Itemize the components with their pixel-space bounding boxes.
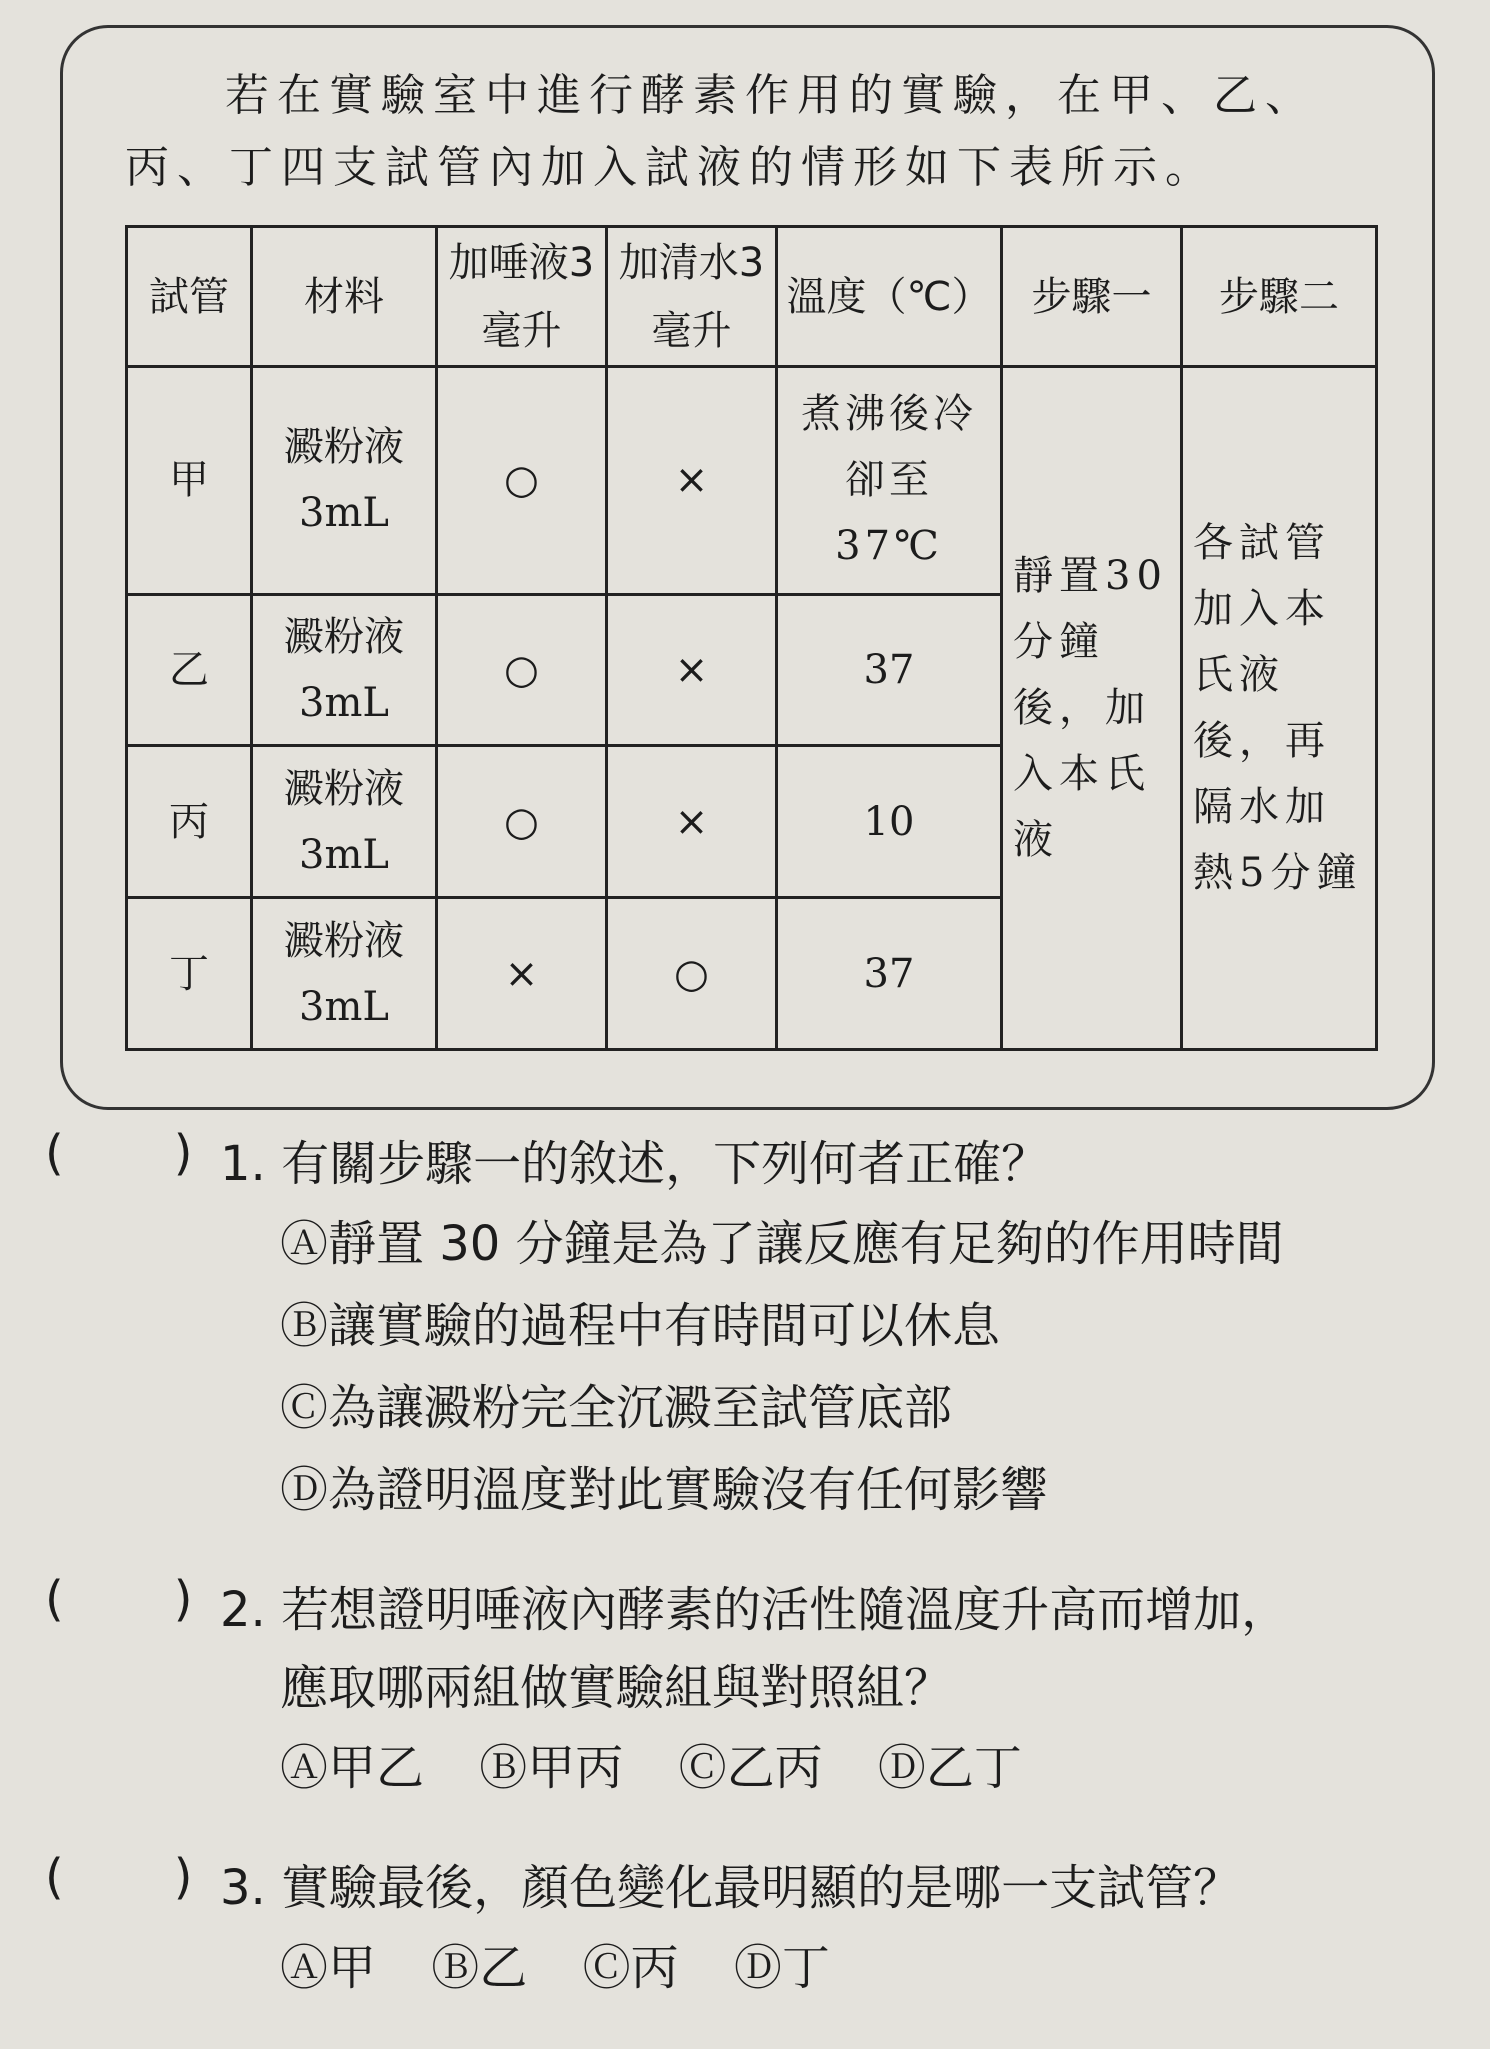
- saliva-mark: ×: [437, 898, 607, 1050]
- intro-text: 若在實驗室中進行酵素作用的實驗，在甲、乙、丙、丁四支試管內加入試液的情形如下表所示。: [125, 70, 1317, 193]
- question-stem: [220, 1849, 1455, 1927]
- option-b[interactable]: Ⓑ讓實驗的過程中有時間可以休息: [280, 1298, 1001, 1354]
- question-3: [45, 1849, 1455, 2009]
- question-number: 2.: [220, 1582, 266, 1638]
- option-d[interactable]: Ⓓ丁: [733, 1940, 830, 1996]
- intro-paragraph: [125, 60, 1375, 204]
- question-stem: [220, 1571, 1455, 1649]
- header-tube: 試管: [127, 227, 252, 367]
- option-a[interactable]: Ⓐ甲: [280, 1940, 377, 1996]
- options: [280, 1727, 1455, 1809]
- tube-cell: 甲: [127, 367, 252, 595]
- water-mark: ×: [607, 746, 777, 898]
- option-a[interactable]: Ⓐ甲乙: [280, 1740, 425, 1796]
- tube-cell: 丙: [127, 746, 252, 898]
- option-b[interactable]: Ⓑ乙: [431, 1940, 528, 1996]
- question-1: [45, 1125, 1455, 1531]
- option-c[interactable]: Ⓒ乙丙: [678, 1740, 823, 1796]
- tube-cell: 丁: [127, 898, 252, 1050]
- table-header-row: [127, 227, 1377, 367]
- saliva-mark: ○: [437, 594, 607, 746]
- table-row: [127, 367, 1377, 595]
- temp-value: 煮沸後冷卻至37℃: [801, 391, 977, 570]
- material-volume: 3mL: [299, 831, 389, 878]
- header-material: 材料: [252, 227, 437, 367]
- answer-blank[interactable]: ( ): [45, 1849, 193, 1905]
- option-c[interactable]: Ⓒ為讓澱粉完全沉澱至試管底部: [280, 1380, 953, 1436]
- header-water: 加清水3毫升: [607, 227, 777, 367]
- water-mark: ×: [607, 594, 777, 746]
- temp-value: 37: [777, 898, 1002, 1050]
- saliva-mark: ○: [437, 746, 607, 898]
- material-volume: 3mL: [299, 983, 389, 1030]
- question-number: 1.: [220, 1136, 266, 1192]
- experiment-table: [125, 225, 1378, 1051]
- material-name: 澱粉液: [284, 765, 404, 812]
- step2-cell: 各試管加入本氏液後，再隔水加熱5分鐘: [1182, 367, 1377, 1050]
- material-name: 澱粉液: [284, 424, 404, 471]
- material-cell: [252, 594, 437, 746]
- water-mark: ×: [607, 367, 777, 595]
- material-cell: [252, 367, 437, 595]
- option-c[interactable]: Ⓒ丙: [582, 1940, 679, 1996]
- step1-cell: 靜置30分鐘後，加入本氏液: [1002, 367, 1182, 1050]
- question-text: 若想證明唾液內酵素的活性隨溫度升高而增加，: [281, 1582, 1290, 1638]
- material-name: 澱粉液: [284, 917, 404, 964]
- material-cell: [252, 746, 437, 898]
- question-number: 3.: [220, 1860, 266, 1916]
- question-stem-cont: 應取哪兩組做實驗組與對照組？: [280, 1660, 953, 1716]
- answer-blank[interactable]: ( ): [45, 1125, 193, 1181]
- temp-value: 10: [777, 746, 1002, 898]
- answer-blank[interactable]: ( ): [45, 1571, 193, 1627]
- options: [280, 1203, 1455, 1531]
- material-name: 澱粉液: [284, 614, 404, 661]
- water-mark: ○: [607, 898, 777, 1050]
- header-step2: 步驟二: [1182, 227, 1377, 367]
- option-b[interactable]: Ⓑ甲丙: [479, 1740, 624, 1796]
- temp-cell: [777, 367, 1002, 595]
- material-cell: [252, 898, 437, 1050]
- temp-value: 37: [777, 594, 1002, 746]
- question-2: [45, 1571, 1455, 1809]
- material-volume: 3mL: [299, 490, 389, 537]
- question-stem: [220, 1125, 1455, 1203]
- header-temp: 溫度（℃）: [777, 227, 1002, 367]
- question-text: 有關步驟一的敘述，下列何者正確？: [281, 1136, 1050, 1192]
- questions: [45, 1125, 1455, 2049]
- question-text: 實驗最後，顏色變化最明顯的是哪一支試管？: [281, 1860, 1242, 1916]
- option-a[interactable]: Ⓐ靜置 30 分鐘是為了讓反應有足夠的作用時間: [280, 1216, 1284, 1272]
- option-d[interactable]: Ⓓ為證明溫度對此實驗沒有任何影響: [280, 1462, 1049, 1518]
- material-volume: 3mL: [299, 680, 389, 727]
- tube-cell: 乙: [127, 594, 252, 746]
- saliva-mark: ○: [437, 367, 607, 595]
- header-step1: 步驟一: [1002, 227, 1182, 367]
- header-saliva: 加唾液3毫升: [437, 227, 607, 367]
- option-d[interactable]: Ⓓ乙丁: [877, 1740, 1022, 1796]
- options: [280, 1927, 1455, 2009]
